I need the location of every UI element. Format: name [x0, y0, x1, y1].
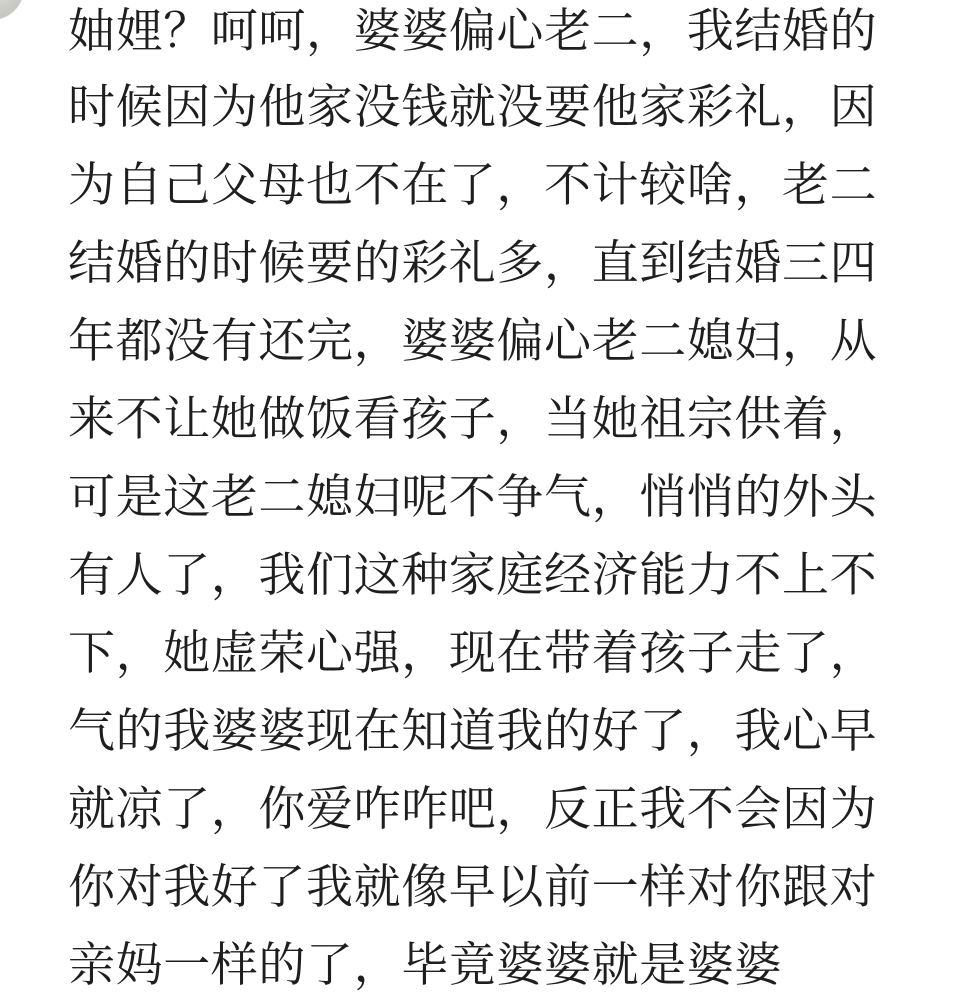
post-line: 时候因为他家没钱就没要他家彩礼，因	[68, 80, 878, 135]
post-line: 结婚的时候要的彩礼多，直到结婚三四	[68, 236, 878, 291]
post-line: 就凉了，你爱咋咋吧，反正我不会因为	[68, 782, 878, 837]
post-line: 为自己父母也不在了，不计较啥，老二	[68, 158, 878, 213]
post-line: 妯娌？呵呵，婆婆偏心老二，我结婚的	[68, 4, 878, 59]
avatar[interactable]	[0, 0, 24, 20]
post-line: 你对我好了我就像早以前一样对你跟对	[68, 860, 878, 915]
post-line: 亲妈一样的了，毕竟婆婆就是婆婆	[68, 938, 782, 993]
post-line: 气的我婆婆现在知道我的好了，我心早	[68, 704, 878, 759]
post-line: 有人了，我们这种家庭经济能力不上不	[68, 548, 878, 603]
post-line: 可是这老二媳妇呢不争气，悄悄的外头	[68, 470, 878, 525]
post-line: 下，她虚荣心强，现在带着孩子走了，	[68, 626, 878, 681]
post-body	[68, 0, 898, 1006]
post-line: 年都没有还完，婆婆偏心老二媳妇，从	[68, 314, 878, 369]
post-line: 来不让她做饭看孩子，当她祖宗供着，	[68, 392, 878, 447]
